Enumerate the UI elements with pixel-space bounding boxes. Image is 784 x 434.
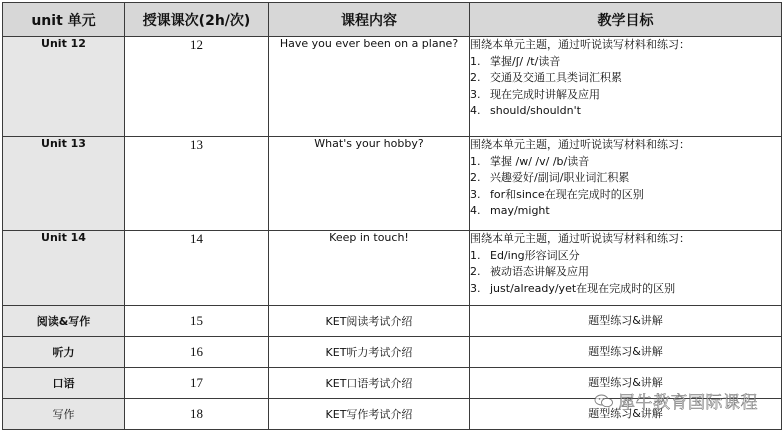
table-row xyxy=(3,306,782,337)
goal-number: 3. xyxy=(470,87,481,101)
hours-cell: 13 xyxy=(125,137,269,231)
header-unit: unit 单元 xyxy=(3,3,125,37)
goal-cell xyxy=(470,37,782,137)
goal-number: 1. xyxy=(470,248,481,262)
goal-text: should/shouldn't xyxy=(490,104,581,117)
hours-cell: 16 xyxy=(125,337,269,368)
goal-text: 现在完成时讲解及应用 xyxy=(490,87,600,101)
goal-text: 掌握 /w/ /v/ /b/读音 xyxy=(490,154,590,168)
header-content: 课程内容 xyxy=(269,3,470,37)
list-item xyxy=(470,154,781,171)
table-row xyxy=(3,37,782,137)
hours-cell: 12 xyxy=(125,37,269,137)
goal-text: Ed/ing形容词区分 xyxy=(490,248,580,262)
hours-cell: 15 xyxy=(125,306,269,337)
hours-cell: 18 xyxy=(125,399,269,430)
hours-cell: 14 xyxy=(125,231,269,306)
content-cell: KET写作考试介绍 xyxy=(269,399,470,430)
content-cell: Have you ever been on a plane? xyxy=(269,37,470,137)
unit-cell: Unit 12 xyxy=(3,37,125,137)
goal-cell: 题型练习&讲解 xyxy=(470,337,782,368)
content-cell: Keep in touch! xyxy=(269,231,470,306)
goal-intro: 围绕本单元主题，通过听说读写材料和练习： xyxy=(470,138,690,151)
unit-cell: 阅读&写作 xyxy=(3,306,125,337)
goal-number: 2. xyxy=(470,265,481,278)
list-item xyxy=(470,264,781,281)
course-table xyxy=(2,2,782,430)
unit-cell: 写作 xyxy=(3,399,125,430)
goal-intro: 围绕本单元主题，通过听说读写材料和练习： xyxy=(470,38,690,51)
goal-number: 2. xyxy=(470,171,481,184)
watermark-text: 犀牛教育国际课程 xyxy=(618,393,758,413)
goal-number: 4. xyxy=(470,204,481,217)
list-item xyxy=(470,54,781,71)
content-cell: What's your hobby? xyxy=(269,137,470,231)
goal-text: 交通及交通工具类词汇积累 xyxy=(490,71,622,84)
goal-number: 1. xyxy=(470,54,481,68)
header-hours: 授课课次(2h/次) xyxy=(125,3,269,37)
header-goal: 教学目标 xyxy=(470,3,782,37)
goal-text: 兴趣爱好/副词/职业词汇积累 xyxy=(490,171,630,184)
table-row xyxy=(3,399,782,430)
goal-text: may/might xyxy=(490,204,550,217)
table-row xyxy=(3,231,782,306)
goal-number: 3. xyxy=(470,187,481,201)
list-item xyxy=(470,203,781,220)
goal-cell xyxy=(470,137,782,231)
goal-list xyxy=(470,248,781,298)
goal-text: 被动语态讲解及应用 xyxy=(490,265,589,278)
list-item xyxy=(470,281,781,298)
table-row xyxy=(3,368,782,399)
list-item xyxy=(470,70,781,87)
table-row xyxy=(3,337,782,368)
goal-text: 掌握/ʃ/ /t/读音 xyxy=(490,54,561,68)
goal-cell: 题型练习&讲解 xyxy=(470,399,782,430)
hours-cell: 17 xyxy=(125,368,269,399)
goal-intro: 围绕本单元主题，通过听说读写材料和练习： xyxy=(470,232,690,245)
unit-cell: Unit 14 xyxy=(3,231,125,306)
unit-cell: 口语 xyxy=(3,368,125,399)
goal-cell: 题型练习&讲解 xyxy=(470,368,782,399)
goal-cell xyxy=(470,231,782,306)
list-item xyxy=(470,103,781,120)
goal-number: 2. xyxy=(470,71,481,84)
table-header-row xyxy=(3,3,782,37)
goal-number: 4. xyxy=(470,104,481,117)
list-item xyxy=(470,248,781,265)
goal-list xyxy=(470,154,781,220)
content-cell: KET听力考试介绍 xyxy=(269,337,470,368)
goal-number: 3. xyxy=(470,281,481,295)
goal-number: 1. xyxy=(470,154,481,168)
goal-text: for和since在现在完成时的区别 xyxy=(490,187,644,201)
content-cell: KET口语考试介绍 xyxy=(269,368,470,399)
unit-cell: 听力 xyxy=(3,337,125,368)
goal-text: just/already/yet在现在完成时的区别 xyxy=(490,281,676,295)
table-row xyxy=(3,137,782,231)
list-item xyxy=(470,87,781,104)
list-item xyxy=(470,187,781,204)
goal-list xyxy=(470,54,781,120)
goal-cell: 题型练习&讲解 xyxy=(470,306,782,337)
list-item xyxy=(470,170,781,187)
unit-cell: Unit 13 xyxy=(3,137,125,231)
content-cell: KET阅读考试介绍 xyxy=(269,306,470,337)
